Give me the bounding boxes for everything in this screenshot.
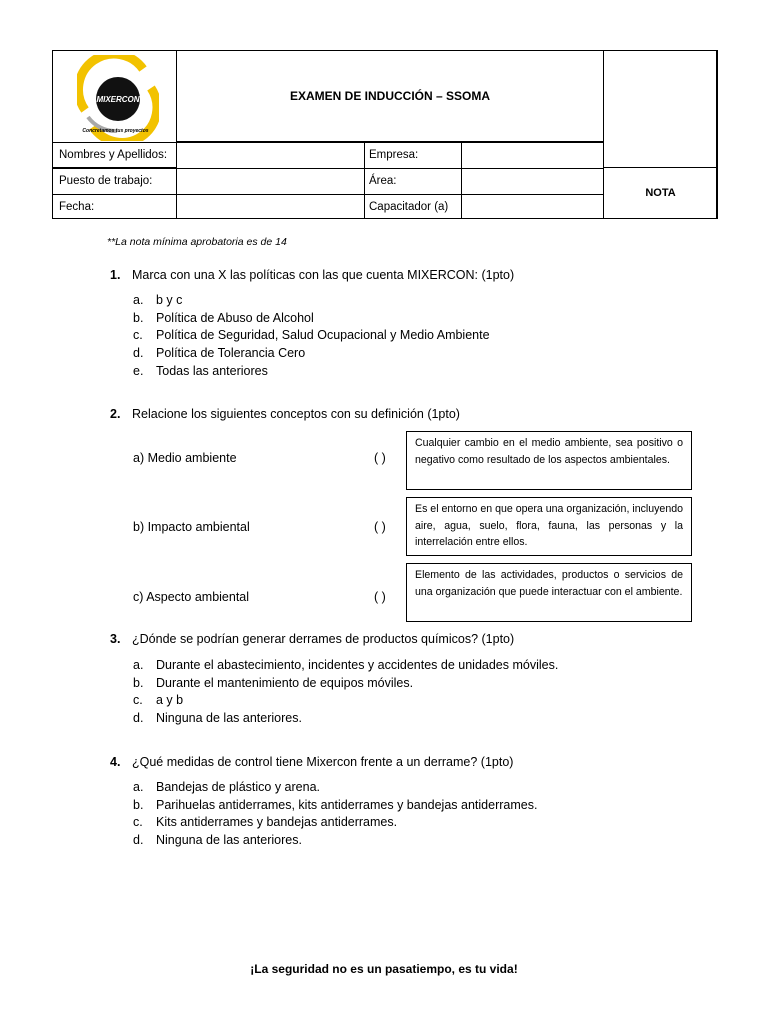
option-text: Durante el mantenimiento de equipos móviles.: [156, 675, 414, 690]
header-table: [52, 50, 717, 219]
option-item[interactable]: [133, 692, 558, 710]
option-letter: c.: [133, 815, 143, 830]
option-text: Política de Seguridad, Salud Ocupacional y Medio Ambiente: [156, 328, 490, 343]
question-number: 4.: [110, 755, 121, 769]
question-1-options: [133, 292, 490, 381]
question-1: [110, 268, 514, 282]
option-item[interactable]: [133, 797, 537, 815]
option-item[interactable]: [133, 814, 537, 832]
safety-slogan: ¡La seguridad no es un pasatiempo, es tu vida!: [250, 962, 518, 976]
exam-title: EXAMEN DE INDUCCIÓN – SSOMA: [176, 50, 604, 142]
date-label: Fecha:: [59, 201, 95, 213]
option-text: Política de Abuso de Alcohol: [156, 310, 314, 325]
concept-aspecto-ambiental: c) Aspecto ambiental: [133, 590, 250, 604]
definition-box: Cualquier cambio en el medio ambiente, sea positivo o negativo como resultado de los aspectos ambientales.: [406, 431, 692, 490]
option-text: b y c: [156, 293, 183, 307]
position-label: Puesto de trabajo:: [59, 175, 153, 187]
option-item[interactable]: [133, 832, 537, 850]
option-letter: c.: [133, 328, 143, 343]
column-divider: [176, 142, 177, 219]
option-letter: a.: [133, 293, 144, 307]
area-label: Área:: [369, 175, 397, 187]
question-4-options: [133, 779, 537, 850]
logo-tagline: Concretamos tus proyectos: [82, 128, 149, 134]
option-letter: c.: [133, 693, 143, 708]
answer-blank[interactable]: ( ): [374, 590, 386, 604]
option-text: Parihuelas antiderrames, kits antiderrames y bandejas antiderrames.: [156, 797, 538, 812]
question-text: Relacione los siguientes conceptos con su definición (1pto): [132, 407, 460, 421]
names-label: Nombres y Apellidos:: [59, 149, 168, 161]
option-letter: d.: [133, 711, 144, 726]
option-item[interactable]: [133, 345, 490, 363]
option-text: Durante el abastecimiento, incidentes y accidentes de unidades móviles.: [156, 658, 559, 672]
trainer-label: Capacitador (a): [369, 201, 449, 213]
concept-medio-ambiente: a) Medio ambiente: [133, 451, 237, 465]
option-item[interactable]: [133, 327, 490, 345]
question-text: ¿Qué medidas de control tiene Mixercon frente a un derrame? (1pto): [132, 755, 514, 769]
option-letter: b.: [133, 310, 144, 325]
option-letter: a.: [133, 780, 144, 794]
passing-grade-note: **La nota mínima aprobatoria es de 14: [107, 236, 287, 248]
option-letter: b.: [133, 675, 144, 690]
option-item[interactable]: [133, 710, 558, 728]
answer-blank[interactable]: ( ): [374, 451, 386, 465]
option-text: Kits antiderrames y bandejas antiderrames.: [156, 815, 398, 830]
company-label: Empresa:: [369, 149, 419, 161]
option-item[interactable]: [133, 779, 537, 797]
option-letter: b.: [133, 797, 144, 812]
answer-blank[interactable]: ( ): [374, 520, 386, 534]
question-number: 1.: [110, 268, 121, 282]
column-divider: [461, 142, 462, 219]
question-4: [110, 755, 513, 769]
option-text: a y b: [156, 693, 184, 708]
row-divider: [53, 194, 604, 195]
option-item[interactable]: [133, 675, 558, 693]
option-letter: e.: [133, 363, 144, 378]
option-letter: d.: [133, 833, 144, 848]
option-item[interactable]: [133, 657, 558, 675]
logo-brand-text: MIXERCON: [96, 95, 140, 104]
question-number: 3.: [110, 632, 121, 646]
question-3: [110, 632, 514, 646]
question-text: Marca con una X las políticas con las que cuenta MIXERCON: (1pto): [132, 268, 515, 282]
option-item[interactable]: [133, 363, 490, 381]
nota-label: NOTA: [645, 187, 676, 199]
option-item[interactable]: [133, 292, 490, 310]
option-letter: a.: [133, 658, 144, 672]
option-letter: d.: [133, 346, 144, 361]
question-2: [110, 407, 460, 421]
definition-box: Elemento de las actividades, productos o servicios de una organización que puede interactuar con el ambiente.: [406, 563, 692, 622]
option-text: Ninguna de las anteriores.: [156, 711, 302, 726]
option-text: Ninguna de las anteriores.: [156, 833, 302, 848]
column-divider: [364, 142, 365, 219]
option-text: Todas las anteriores: [156, 363, 268, 378]
question-number: 2.: [110, 407, 121, 421]
question-text: ¿Dónde se podrían generar derrames de productos químicos? (1pto): [132, 632, 515, 646]
question-3-options: [133, 657, 558, 728]
definition-box: Es el entorno en que opera una organización, incluyendo aire, agua, suelo, flora, fauna, las personas y la interrelación entre ellos.: [406, 497, 692, 556]
option-text: Bandejas de plástico y arena.: [156, 780, 320, 794]
option-text: Política de Tolerancia Cero: [156, 346, 306, 361]
option-item[interactable]: [133, 310, 490, 328]
concept-impacto-ambiental: b) Impacto ambiental: [133, 520, 250, 534]
